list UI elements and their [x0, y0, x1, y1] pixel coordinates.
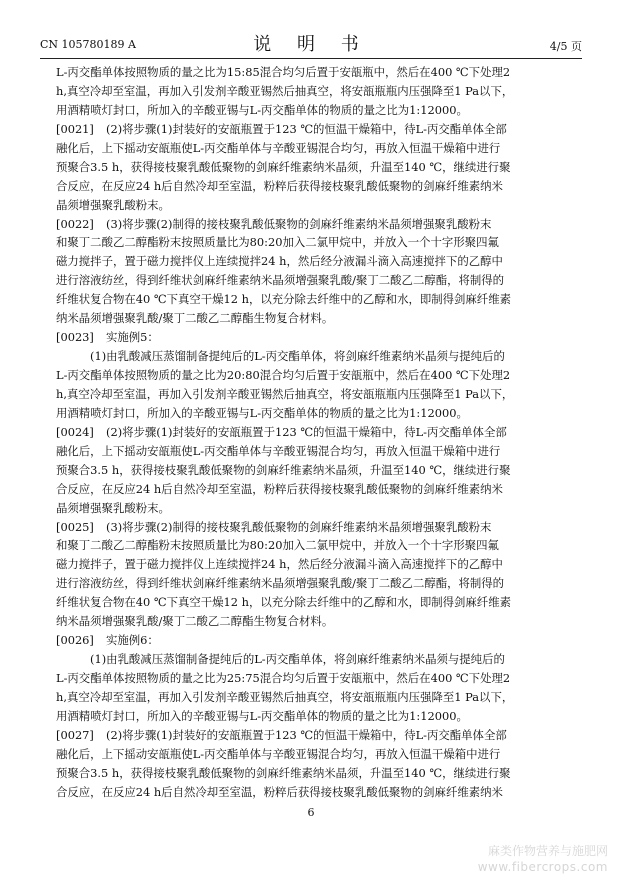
line-text: 纳米晶须增强聚乳酸/聚丁二酸乙二醇酯生物复合材料。: [56, 614, 334, 629]
line-text: 纳米晶须增强聚乳酸/聚丁二酸乙二醇酯生物复合材料。: [56, 311, 334, 326]
line-text: h,真空冷却至室温，再加入引发剂辛酸亚锡然后抽真空，将安瓿瓶瓶内压强降至1 Pa以下，: [56, 83, 514, 98]
text-line: [56, 423, 571, 442]
line-text: 合反应，在反应24 h后自然冷却至室温，粉粹后获得接枝聚乳酸低聚物的剑麻纤维素纳米: [56, 178, 503, 193]
paragraph-number: [0027]: [56, 727, 94, 742]
text-line: [56, 688, 571, 707]
document-number: CN 105780189 A: [40, 38, 136, 51]
line-text: 预聚合3.5 h，获得接枝聚乳酸低聚物的剑麻纤维素纳米晶须，升温至140 ℃，继续进行聚: [56, 765, 511, 780]
line-text: 融化后，上下摇动安瓿瓶使L-丙交酯单体与辛酸亚锡混合均匀，再放入恒温干燥箱中进行: [56, 746, 501, 761]
line-text: 实施例5：: [106, 330, 159, 345]
watermark-text: 麻类作物营养与施肥网: [487, 844, 608, 858]
paragraph-number: [0022]: [56, 216, 94, 231]
text-line: [56, 101, 571, 120]
text-line: [56, 309, 571, 328]
line-text: 预聚合3.5 h，获得接枝聚乳酸低聚物的剑麻纤维素纳米晶须，升温至140 ℃，继续进行聚: [56, 159, 511, 174]
text-line: [56, 518, 571, 537]
text-line: [56, 650, 571, 669]
document-body: [56, 63, 571, 802]
line-text: 预聚合3.5 h，获得接枝聚乳酸低聚物的剑麻纤维素纳米晶须，升温至140 ℃，继续进行聚: [56, 462, 511, 477]
text-line: [56, 290, 571, 309]
text-line: [56, 612, 571, 631]
line-text: 合反应，在反应24 h后自然冷却至室温，粉粹后获得接枝聚乳酸低聚物的剑麻纤维素纳米: [56, 481, 503, 496]
page-number: 6: [307, 806, 315, 819]
text-line: [56, 177, 571, 196]
line-text: 纤维状复合物在40 ℃下真空干燥12 h，以充分除去纤维中的乙醇和水，即制得剑麻纤维素: [56, 595, 511, 610]
text-line: [56, 764, 571, 783]
text-line: [56, 63, 571, 82]
text-line: [56, 233, 571, 252]
line-text: (3)将步骤(2)制得的接枝聚乳酸低聚物的剑麻纤维素纳米晶须增强聚乳酸粉末: [106, 519, 492, 534]
text-line: [56, 271, 571, 290]
line-text: 用酒精喷灯封口，所加入的辛酸亚锡与L-丙交酯单体的物质的量之比为1:12000。: [56, 708, 468, 723]
header-divider: [40, 58, 582, 59]
text-line: [56, 404, 571, 423]
line-text: L-丙交酯单体按照物质的量之比为25:75混合均匀后置于安瓿瓶中，然后在400 ℃下处理2: [56, 671, 511, 685]
line-text: h,真空冷却至室温，再加入引发剂辛酸亚锡然后抽真空，将安瓿瓶瓶内压强降至1 Pa以下，: [56, 386, 514, 401]
text-line: [56, 555, 571, 574]
line-text: 和聚丁二酸乙二醇酯粉末按照质量比为80:20加入二氯甲烷中，并放入一个十字形聚四氟: [56, 235, 499, 250]
text-line: [56, 631, 571, 650]
text-line: [56, 574, 571, 593]
line-text: (3)将步骤(2)制得的接枝聚乳酸低聚物的剑麻纤维素纳米晶须增强聚乳酸粉末: [106, 216, 492, 231]
page-header: [40, 28, 582, 54]
line-text: 晶须增强聚乳酸粉末。: [56, 500, 170, 515]
text-line: [56, 82, 571, 101]
line-text: 磁力搅拌子，置于磁力搅拌仪上连续搅拌24 h，然后经分液漏斗滴入高速搅拌下的乙醇中: [56, 254, 503, 269]
text-line: [56, 480, 571, 499]
text-line: [56, 120, 571, 139]
line-text: 合反应，在反应24 h后自然冷却至室温，粉粹后获得接枝聚乳酸低聚物的剑麻纤维素纳米: [56, 784, 503, 799]
text-line: [56, 669, 571, 688]
line-text: L-丙交酯单体按照物质的量之比为20:80混合均匀后置于安瓿瓶中，然后在400 ℃下处理2: [56, 368, 511, 382]
text-line: [56, 593, 571, 612]
text-line: [56, 347, 571, 366]
text-line: [56, 536, 571, 555]
paragraph-number: [0021]: [56, 121, 94, 136]
line-text: h,真空冷却至室温，再加入引发剂辛酸亚锡然后抽真空，将安瓿瓶瓶内压强降至1 Pa以下，: [56, 689, 514, 704]
text-line: [56, 745, 571, 764]
paragraph-number: [0026]: [56, 633, 94, 648]
paragraph-number: [0024]: [56, 424, 94, 439]
line-text: 磁力搅拌子，置于磁力搅拌仪上连续搅拌24 h，然后经分液漏斗滴入高速搅拌下的乙醇中: [56, 557, 503, 572]
paragraph-number: [0023]: [56, 330, 94, 345]
line-text: 融化后，上下摇动安瓿瓶使L-丙交酯单体与辛酸亚锡混合均匀，再放入恒温干燥箱中进行: [56, 443, 501, 458]
page-title: 说 明 书: [253, 34, 369, 55]
line-text: 用酒精喷灯封口，所加入的辛酸亚锡与L-丙交酯单体的物质的量之比为1:12000。: [56, 405, 468, 420]
text-line: [56, 385, 571, 404]
paragraph-number: [0025]: [56, 519, 94, 534]
text-line: [56, 215, 571, 234]
line-text: (2)将步骤(1)封装好的安瓿瓶置于123 ℃的恒温干燥箱中，待L-丙交酯单体全部: [106, 424, 507, 439]
watermark-url: www.fibercrops.com: [477, 860, 608, 874]
line-text: 纤维状复合物在40 ℃下真空干燥12 h，以充分除去纤维中的乙醇和水，即制得剑麻纤维素: [56, 292, 511, 307]
line-text: 进行溶液纺丝，得到纤维状剑麻纤维素纳米晶须增强聚乳酸/聚丁二酸乙二醇酯，将制得的: [56, 576, 505, 591]
text-line: [56, 328, 571, 347]
page-indicator: 4/5 页: [549, 40, 582, 53]
text-line: [56, 366, 571, 385]
text-line: [56, 461, 571, 480]
text-line: [56, 139, 571, 158]
text-line: [56, 158, 571, 177]
line-text: L-丙交酯单体按照物质的量之比为15:85混合均匀后置于安瓿瓶中，然后在400 ℃下处理2: [56, 65, 511, 79]
text-line: [56, 442, 571, 461]
text-line: [56, 499, 571, 518]
line-text: 晶须增强聚乳酸粉末。: [56, 197, 170, 212]
line-text: (2)将步骤(1)封装好的安瓿瓶置于123 ℃的恒温干燥箱中，待L-丙交酯单体全部: [106, 727, 507, 742]
line-text: 实施例6：: [106, 633, 159, 648]
line-text: (2)将步骤(1)封装好的安瓿瓶置于123 ℃的恒温干燥箱中，待L-丙交酯单体全部: [106, 121, 507, 136]
text-line: [56, 707, 571, 726]
line-text: 和聚丁二酸乙二醇酯粉末按照质量比为80:20加入二氯甲烷中，并放入一个十字形聚四氟: [56, 538, 499, 553]
watermark: [478, 843, 608, 875]
text-line: [56, 252, 571, 271]
text-line: [56, 196, 571, 215]
line-text: 融化后，上下摇动安瓿瓶使L-丙交酯单体与辛酸亚锡混合均匀，再放入恒温干燥箱中进行: [56, 140, 501, 155]
line-text: (1)由乳酸减压蒸馏制备提纯后的L-丙交酯单体，将剑麻纤维素纳米晶须与提纯后的: [90, 652, 505, 667]
text-line: [56, 783, 571, 802]
text-line: [56, 726, 571, 745]
line-text: 进行溶液纺丝，得到纤维状剑麻纤维素纳米晶须增强聚乳酸/聚丁二酸乙二醇酯，将制得的: [56, 273, 505, 288]
line-text: (1)由乳酸减压蒸馏制备提纯后的L-丙交酯单体，将剑麻纤维素纳米晶须与提纯后的: [90, 349, 505, 364]
line-text: 用酒精喷灯封口，所加入的辛酸亚锡与L-丙交酯单体的物质的量之比为1:12000。: [56, 102, 468, 117]
